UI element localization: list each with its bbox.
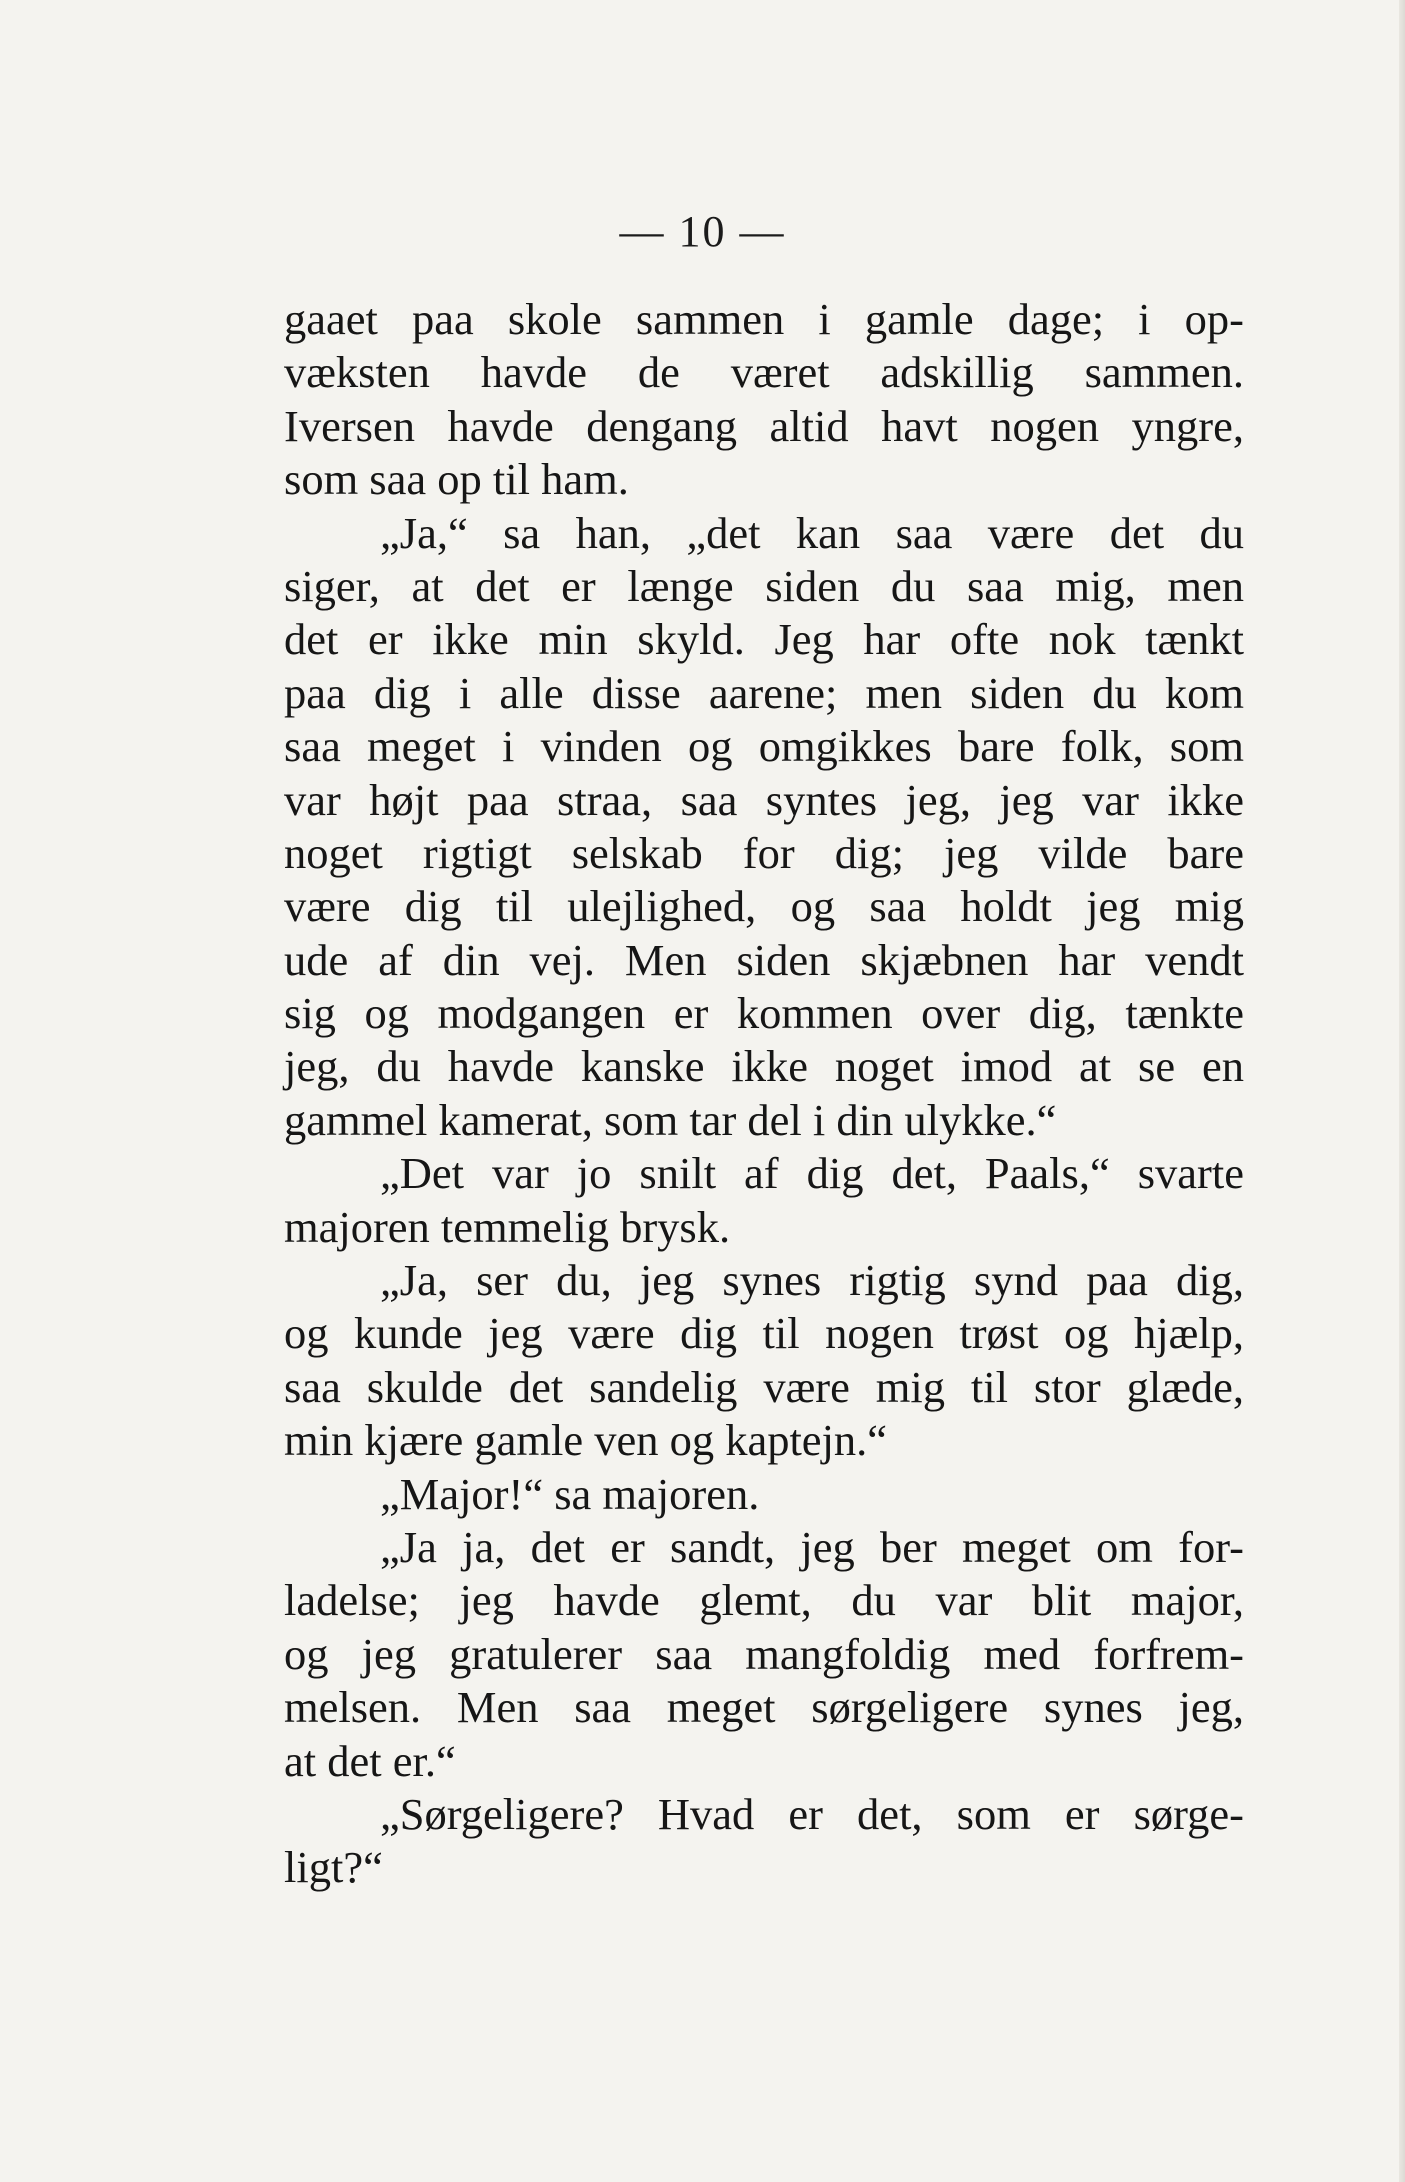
page-number: — 10 — xyxy=(619,207,786,256)
text-line: Iversen havde dengang altid havt nogen yngre, xyxy=(284,400,1244,451)
text-line: saa skulde det sandelig være mig til stor glæde, xyxy=(284,1361,1244,1412)
text-line: væksten havde de været adskillig sammen. xyxy=(284,347,1244,398)
text-line: „Ja,“ sa han, „det kan saa være det du xyxy=(380,507,1244,558)
text-line: „Ja ja, det er sandt, jeg ber meget om for- xyxy=(380,1521,1244,1572)
text-line: min kjære gamle ven og kaptejn.“ xyxy=(284,1415,888,1466)
text-line: majoren temmelig brysk. xyxy=(284,1201,731,1252)
text-line: melsen. Men saa meget sørgeligere synes jeg, xyxy=(284,1682,1244,1733)
text-line: det er ikke min skyld. Jeg har ofte nok tænkt xyxy=(284,614,1244,665)
text-line: var højt paa straa, saa syntes jeg, jeg var ikke xyxy=(284,774,1244,825)
text-line: og jeg gratulerer saa mangfoldig med forfrem- xyxy=(284,1628,1244,1679)
text-line: ladelse; jeg havde glemt, du var blit major, xyxy=(284,1575,1244,1626)
text-line: være dig til ulejlighed, og saa holdt jeg mig xyxy=(284,881,1244,932)
text-line: som saa op til ham. xyxy=(284,454,629,505)
text-line: siger, at det er længe siden du saa mig, men xyxy=(284,560,1244,611)
text-line: ude af din vej. Men siden skjæbnen har vendt xyxy=(284,934,1244,985)
page-edge-shadow xyxy=(1399,0,1405,2182)
text-line: gammel kamerat, som tar del i din ulykke.“ xyxy=(284,1094,1057,1145)
text-line: „Ja, ser du, jeg synes rigtig synd paa dig, xyxy=(380,1255,1244,1306)
text-line: „Sørgeligere? Hvad er det, som er sørge- xyxy=(380,1788,1244,1839)
text-line: „Det var jo snilt af dig det, Paals,“ svarte xyxy=(380,1148,1244,1199)
text-line: saa meget i vinden og omgikkes bare folk, som xyxy=(284,721,1244,772)
text-line: at det er.“ xyxy=(284,1735,456,1786)
text-line: „Major!“ sa majoren. xyxy=(380,1468,760,1519)
text-line: ligt?“ xyxy=(284,1842,383,1893)
body-text xyxy=(284,293,1244,1895)
text-line: gaaet paa skole sammen i gamle dage; i op- xyxy=(284,294,1244,344)
text-line: paa dig i alle disse aarene; men siden du kom xyxy=(284,667,1244,718)
text-line: sig og modgangen er kommen over dig, tænkte xyxy=(284,988,1244,1039)
text-line: noget rigtigt selskab for dig; jeg vilde bare xyxy=(284,827,1244,878)
text-line: og kunde jeg være dig til nogen trøst og hjælp, xyxy=(284,1308,1244,1359)
text-line: jeg, du havde kanske ikke noget imod at se en xyxy=(284,1041,1244,1092)
